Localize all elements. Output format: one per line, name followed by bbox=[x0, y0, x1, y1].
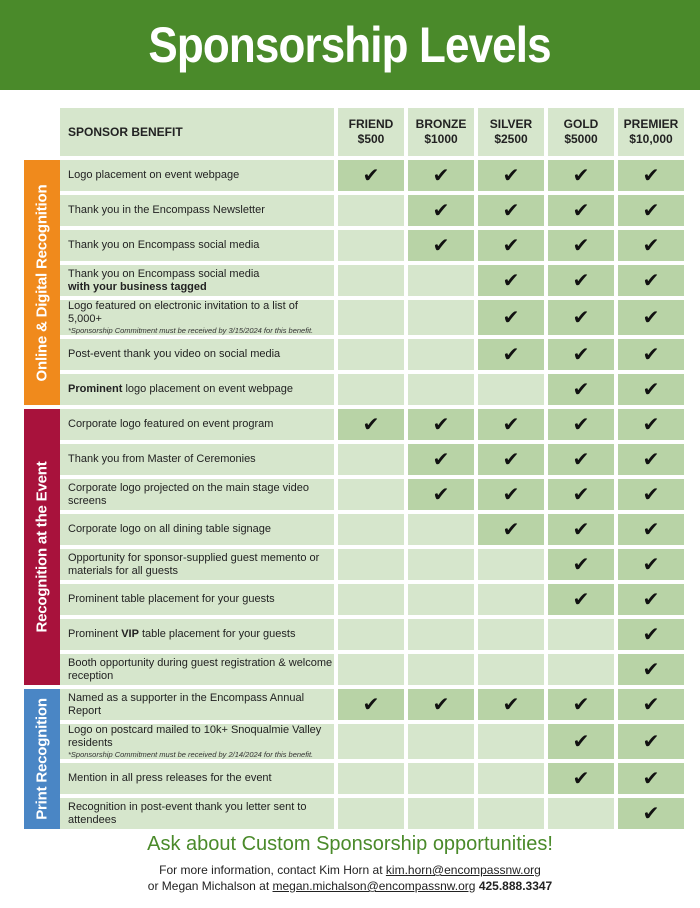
benefit-text: Thank you in the Encompass Newsletter bbox=[68, 204, 265, 216]
level-cell-premier bbox=[618, 160, 684, 191]
level-header-silver: SILVER $2500 bbox=[478, 108, 548, 156]
check-mark-icon: ✔ bbox=[642, 165, 660, 187]
level-cell-gold bbox=[548, 584, 618, 615]
benefit-row bbox=[24, 409, 684, 440]
contact-line-2 bbox=[0, 878, 700, 894]
level-cell-premier bbox=[618, 409, 684, 440]
level-cell-friend bbox=[338, 374, 408, 405]
level-cell-bronze bbox=[408, 584, 478, 615]
phone-number: 425.888.3347 bbox=[478, 879, 553, 893]
page-title: Sponsorship Levels bbox=[148, 17, 552, 73]
benefit-text: Mention in all press releases for the event bbox=[68, 772, 272, 784]
level-cell-silver bbox=[478, 798, 548, 829]
benefit-footnote: *Sponsorship Commitment must be received by 3/15/2024 for this benefit. bbox=[68, 326, 314, 335]
benefit-text: Recognition in post-event thank you letter sent to attendees bbox=[68, 800, 307, 826]
benefit-text-emphasis: VIP bbox=[121, 628, 139, 640]
level-cell-bronze bbox=[408, 763, 478, 794]
level-cell-silver bbox=[478, 763, 548, 794]
level-cell-friend bbox=[338, 584, 408, 615]
benefit-row bbox=[24, 798, 684, 829]
level-cell-silver bbox=[478, 619, 548, 650]
level-cell-friend bbox=[338, 230, 408, 261]
level-cell-bronze bbox=[408, 514, 478, 545]
level-cell-premier bbox=[618, 584, 684, 615]
benefit-row bbox=[24, 619, 684, 650]
level-cell-bronze bbox=[408, 230, 478, 261]
check-mark-icon: ✔ bbox=[572, 449, 590, 471]
level-cell-gold bbox=[548, 160, 618, 191]
check-mark-icon: ✔ bbox=[642, 200, 660, 222]
level-cell-silver bbox=[478, 195, 548, 226]
benefit-label bbox=[60, 798, 338, 829]
level-cell-silver bbox=[478, 514, 548, 545]
benefit-label bbox=[60, 619, 338, 650]
benefits-body bbox=[24, 160, 684, 829]
level-cell-gold bbox=[548, 339, 618, 370]
check-mark-icon: ✔ bbox=[502, 449, 520, 471]
level-cell-gold bbox=[548, 654, 618, 685]
email-link-kim[interactable]: kim.horn@encompassnw.org bbox=[385, 863, 541, 877]
level-cell-premier bbox=[618, 689, 684, 720]
benefit-column-header: SPONSOR BENEFIT bbox=[60, 108, 338, 156]
benefit-row bbox=[24, 160, 684, 191]
benefit-label bbox=[60, 479, 338, 510]
benefit-row bbox=[24, 444, 684, 475]
level-cell-bronze bbox=[408, 689, 478, 720]
benefit-text: table placement for your guests bbox=[138, 628, 296, 640]
level-cell-silver bbox=[478, 339, 548, 370]
level-cell-silver bbox=[478, 409, 548, 440]
check-mark-icon: ✔ bbox=[502, 270, 520, 292]
check-mark-icon: ✔ bbox=[432, 449, 450, 471]
sponsorship-table-wrapper bbox=[24, 108, 684, 833]
benefit-footnote: *Sponsorship Commitment must be received by 2/14/2024 for this benefit. bbox=[68, 750, 314, 759]
level-cell-premier bbox=[618, 549, 684, 580]
level-cell-silver bbox=[478, 479, 548, 510]
level-cell-silver bbox=[478, 549, 548, 580]
benefit-label bbox=[60, 549, 338, 580]
level-cell-friend bbox=[338, 300, 408, 335]
benefit-row bbox=[24, 265, 684, 296]
level-cell-premier bbox=[618, 339, 684, 370]
level-cell-friend bbox=[338, 160, 408, 191]
benefit-label bbox=[60, 339, 338, 370]
level-cell-gold bbox=[548, 230, 618, 261]
benefit-row bbox=[24, 339, 684, 370]
check-mark-icon: ✔ bbox=[642, 624, 660, 646]
level-cell-silver bbox=[478, 230, 548, 261]
benefit-label bbox=[60, 584, 338, 615]
benefit-label bbox=[60, 300, 338, 335]
check-mark-icon: ✔ bbox=[502, 307, 520, 329]
check-mark-icon: ✔ bbox=[642, 414, 660, 436]
check-mark-icon: ✔ bbox=[642, 235, 660, 257]
check-mark-icon: ✔ bbox=[432, 414, 450, 436]
benefit-row bbox=[24, 230, 684, 261]
level-cell-friend bbox=[338, 654, 408, 685]
level-cell-bronze bbox=[408, 798, 478, 829]
benefit-row bbox=[24, 549, 684, 580]
level-cell-premier bbox=[618, 479, 684, 510]
benefit-row bbox=[24, 195, 684, 226]
benefit-text: logo placement on event webpage bbox=[122, 383, 294, 395]
check-mark-icon: ✔ bbox=[572, 235, 590, 257]
check-mark-icon: ✔ bbox=[572, 589, 590, 611]
check-mark-icon: ✔ bbox=[432, 694, 450, 716]
benefit-label bbox=[60, 230, 338, 261]
check-mark-icon: ✔ bbox=[362, 694, 380, 716]
title-banner bbox=[0, 0, 700, 90]
check-mark-icon: ✔ bbox=[572, 270, 590, 292]
level-cell-premier bbox=[618, 374, 684, 405]
group-label-cell bbox=[24, 160, 60, 405]
check-mark-icon: ✔ bbox=[642, 519, 660, 541]
check-mark-icon: ✔ bbox=[642, 554, 660, 576]
check-mark-icon: ✔ bbox=[362, 414, 380, 436]
check-mark-icon: ✔ bbox=[642, 659, 660, 681]
check-mark-icon: ✔ bbox=[432, 235, 450, 257]
benefit-text-prefix: Prominent bbox=[68, 628, 122, 640]
level-cell-premier bbox=[618, 619, 684, 650]
benefit-label bbox=[60, 444, 338, 475]
level-header-gold: GOLD $5000 bbox=[548, 108, 618, 156]
level-cell-silver bbox=[478, 724, 548, 759]
level-cell-premier bbox=[618, 444, 684, 475]
benefit-label bbox=[60, 724, 338, 759]
email-link-megan[interactable]: megan.michalson@encompassnw.org bbox=[272, 879, 476, 893]
check-mark-icon: ✔ bbox=[642, 449, 660, 471]
check-mark-icon: ✔ bbox=[502, 344, 520, 366]
check-mark-icon: ✔ bbox=[642, 344, 660, 366]
level-cell-gold bbox=[548, 300, 618, 335]
level-cell-bronze bbox=[408, 300, 478, 335]
level-cell-friend bbox=[338, 409, 408, 440]
benefit-text: Corporate logo featured on event program bbox=[68, 418, 274, 430]
level-cell-bronze bbox=[408, 654, 478, 685]
check-mark-icon: ✔ bbox=[502, 200, 520, 222]
check-mark-icon: ✔ bbox=[502, 165, 520, 187]
level-cell-premier bbox=[618, 514, 684, 545]
check-mark-icon: ✔ bbox=[642, 694, 660, 716]
level-cell-gold bbox=[548, 798, 618, 829]
level-cell-silver bbox=[478, 160, 548, 191]
check-mark-icon: ✔ bbox=[572, 554, 590, 576]
benefit-text: Corporate logo projected on the main stage video screens bbox=[68, 481, 309, 507]
check-mark-icon: ✔ bbox=[572, 379, 590, 401]
benefit-text: Logo on postcard mailed to 10k+ Snoqualmie Valley residents bbox=[68, 724, 322, 749]
level-cell-silver bbox=[478, 584, 548, 615]
level-cell-gold bbox=[548, 479, 618, 510]
benefit-row bbox=[24, 584, 684, 615]
level-cell-bronze bbox=[408, 160, 478, 191]
check-mark-icon: ✔ bbox=[572, 484, 590, 506]
benefit-text: Booth opportunity during guest registration & welcome reception bbox=[68, 656, 333, 682]
benefit-label bbox=[60, 654, 338, 685]
check-mark-icon: ✔ bbox=[642, 768, 660, 790]
header-row bbox=[24, 108, 684, 156]
level-cell-premier bbox=[618, 724, 684, 759]
level-cell-gold bbox=[548, 619, 618, 650]
contact-line-1 bbox=[0, 862, 700, 878]
benefit-row bbox=[24, 724, 684, 759]
level-cell-premier bbox=[618, 654, 684, 685]
check-mark-icon: ✔ bbox=[642, 307, 660, 329]
level-cell-silver bbox=[478, 265, 548, 296]
level-cell-silver bbox=[478, 444, 548, 475]
benefit-label bbox=[60, 763, 338, 794]
level-cell-friend bbox=[338, 514, 408, 545]
sponsorship-table bbox=[24, 104, 684, 833]
level-cell-premier bbox=[618, 798, 684, 829]
level-cell-friend bbox=[338, 763, 408, 794]
benefit-label bbox=[60, 374, 338, 405]
level-cell-gold bbox=[548, 374, 618, 405]
check-mark-icon: ✔ bbox=[572, 768, 590, 790]
check-mark-icon: ✔ bbox=[502, 519, 520, 541]
benefit-row bbox=[24, 479, 684, 510]
benefit-text: Post-event thank you video on social media bbox=[68, 348, 281, 360]
check-mark-icon: ✔ bbox=[642, 270, 660, 292]
check-mark-icon: ✔ bbox=[642, 731, 660, 753]
level-header-friend: FRIEND $500 bbox=[338, 108, 408, 156]
level-cell-gold bbox=[548, 689, 618, 720]
level-cell-friend bbox=[338, 265, 408, 296]
custom-sponsorship-callout: Ask about Custom Sponsorship opportunities! bbox=[147, 833, 553, 855]
check-mark-icon: ✔ bbox=[432, 200, 450, 222]
benefit-row bbox=[24, 514, 684, 545]
check-mark-icon: ✔ bbox=[502, 484, 520, 506]
check-mark-icon: ✔ bbox=[572, 344, 590, 366]
level-cell-silver bbox=[478, 654, 548, 685]
level-cell-friend bbox=[338, 724, 408, 759]
benefit-label bbox=[60, 195, 338, 226]
benefit-text: Prominent table placement for your guests bbox=[68, 593, 275, 605]
benefit-text: Opportunity for sponsor-supplied guest memento or materials for all guests bbox=[68, 551, 320, 577]
level-cell-friend bbox=[338, 339, 408, 370]
level-cell-silver bbox=[478, 374, 548, 405]
level-cell-gold bbox=[548, 763, 618, 794]
level-cell-gold bbox=[548, 444, 618, 475]
group-label: Print Recognition bbox=[33, 698, 51, 820]
check-mark-icon: ✔ bbox=[572, 414, 590, 436]
level-cell-bronze bbox=[408, 724, 478, 759]
benefit-text: Logo placement on event webpage bbox=[68, 169, 240, 181]
level-cell-premier bbox=[618, 265, 684, 296]
check-mark-icon: ✔ bbox=[502, 235, 520, 257]
level-cell-friend bbox=[338, 195, 408, 226]
level-cell-gold bbox=[548, 409, 618, 440]
level-cell-bronze bbox=[408, 339, 478, 370]
check-mark-icon: ✔ bbox=[502, 694, 520, 716]
level-cell-silver bbox=[478, 300, 548, 335]
corner-cell bbox=[24, 108, 60, 156]
check-mark-icon: ✔ bbox=[432, 165, 450, 187]
level-cell-bronze bbox=[408, 444, 478, 475]
contact-line-1-text: For more information, contact Kim Horn at bbox=[159, 863, 386, 877]
level-cell-premier bbox=[618, 300, 684, 335]
level-cell-premier bbox=[618, 763, 684, 794]
level-cell-bronze bbox=[408, 549, 478, 580]
benefit-label bbox=[60, 689, 338, 720]
benefit-text: Corporate logo on all dining table signage bbox=[68, 523, 272, 535]
level-cell-bronze bbox=[408, 195, 478, 226]
check-mark-icon: ✔ bbox=[572, 694, 590, 716]
check-mark-icon: ✔ bbox=[572, 731, 590, 753]
check-mark-icon: ✔ bbox=[572, 165, 590, 187]
benefit-label bbox=[60, 409, 338, 440]
benefit-row bbox=[24, 654, 684, 685]
level-header-bronze: BRONZE $1000 bbox=[408, 108, 478, 156]
check-mark-icon: ✔ bbox=[572, 307, 590, 329]
level-cell-silver bbox=[478, 689, 548, 720]
level-cell-bronze bbox=[408, 409, 478, 440]
level-cell-gold bbox=[548, 549, 618, 580]
benefit-row bbox=[24, 763, 684, 794]
benefit-row bbox=[24, 300, 684, 335]
group-label-cell bbox=[24, 409, 60, 685]
check-mark-icon: ✔ bbox=[642, 803, 660, 825]
level-cell-friend bbox=[338, 798, 408, 829]
benefit-label bbox=[60, 265, 338, 296]
check-mark-icon: ✔ bbox=[432, 484, 450, 506]
contact-line-2-text: or Megan Michalson at bbox=[147, 879, 273, 893]
group-label-cell bbox=[24, 689, 60, 829]
level-cell-friend bbox=[338, 444, 408, 475]
group-label: Online & Digital Recognition bbox=[33, 184, 51, 381]
benefit-text: Thank you on Encompass social media bbox=[68, 239, 260, 251]
level-cell-gold bbox=[548, 195, 618, 226]
level-cell-bronze bbox=[408, 479, 478, 510]
benefit-label bbox=[60, 514, 338, 545]
benefit-text: Thank you from Master of Ceremonies bbox=[68, 453, 256, 465]
benefit-text-emphasis: Prominent bbox=[68, 383, 123, 395]
check-mark-icon: ✔ bbox=[572, 519, 590, 541]
benefit-text: Logo featured on electronic invitation to a list of 5,000+ bbox=[68, 300, 298, 325]
benefit-text-line2: with your business tagged bbox=[68, 280, 207, 293]
check-mark-icon: ✔ bbox=[502, 414, 520, 436]
check-mark-icon: ✔ bbox=[362, 165, 380, 187]
level-cell-gold bbox=[548, 514, 618, 545]
level-cell-friend bbox=[338, 619, 408, 650]
level-header-premier: PREMIER $10,000 bbox=[618, 108, 684, 156]
level-cell-bronze bbox=[408, 265, 478, 296]
level-cell-bronze bbox=[408, 374, 478, 405]
level-cell-gold bbox=[548, 265, 618, 296]
check-mark-icon: ✔ bbox=[642, 379, 660, 401]
check-mark-icon: ✔ bbox=[572, 200, 590, 222]
level-cell-bronze bbox=[408, 619, 478, 650]
benefit-text: Named as a supporter in the Encompass Annual Report bbox=[68, 691, 305, 717]
check-mark-icon: ✔ bbox=[642, 484, 660, 506]
level-cell-gold bbox=[548, 724, 618, 759]
benefit-row bbox=[24, 374, 684, 405]
level-cell-friend bbox=[338, 479, 408, 510]
benefit-text: Thank you on Encompass social media bbox=[68, 267, 260, 280]
footer bbox=[0, 832, 700, 894]
level-cell-friend bbox=[338, 549, 408, 580]
level-cell-friend bbox=[338, 689, 408, 720]
benefit-label bbox=[60, 160, 338, 191]
level-cell-premier bbox=[618, 195, 684, 226]
check-mark-icon: ✔ bbox=[642, 589, 660, 611]
benefit-row bbox=[24, 689, 684, 720]
group-label: Recognition at the Event bbox=[33, 461, 51, 633]
level-cell-premier bbox=[618, 230, 684, 261]
